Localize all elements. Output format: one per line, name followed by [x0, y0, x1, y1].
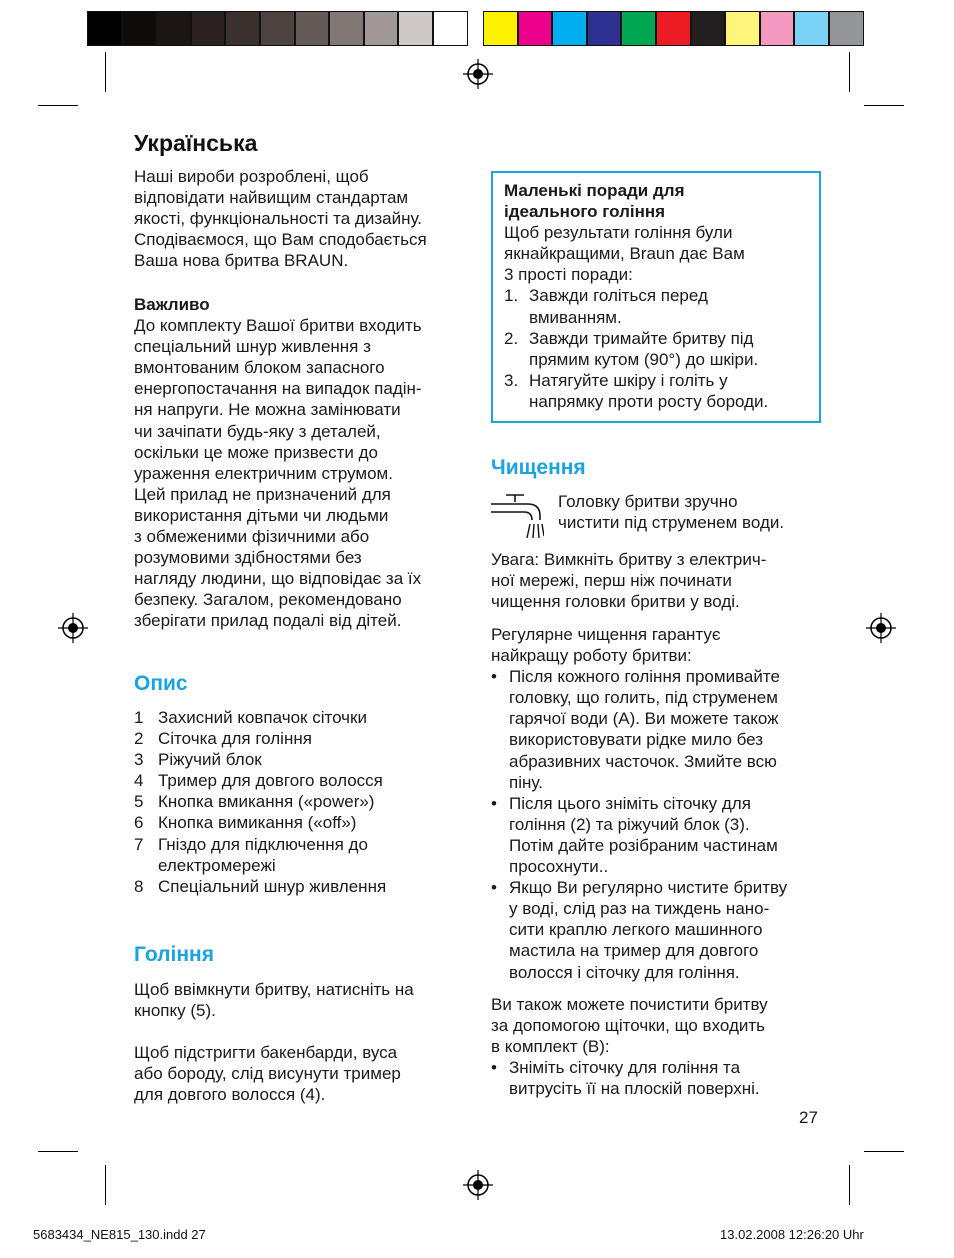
list-number: 4 — [134, 771, 144, 791]
list-number: 6 — [134, 813, 144, 833]
text-line: Наші вироби розроблені, щоб — [134, 167, 369, 186]
text-line: Щоб ввімкнути бритву, натисніть на — [134, 980, 414, 999]
faucet-caption — [558, 491, 823, 533]
parts-list-item — [134, 707, 469, 728]
tips-heading — [504, 180, 809, 222]
text-line: піну. — [509, 772, 543, 792]
cleaning-brush — [491, 994, 826, 1099]
text-line: або бороду, слід висунути тример — [134, 1064, 401, 1084]
text-line: Тример для довгого волосся — [158, 771, 383, 791]
list-text — [158, 749, 262, 770]
list-number: 2 — [134, 729, 144, 749]
color-swatch — [518, 11, 553, 46]
text-line: Захисний ковпачок сіточки — [158, 708, 367, 727]
text-line: Кнопка вимикання («off») — [158, 813, 357, 833]
list-text — [158, 834, 368, 876]
parts-list-item — [134, 749, 469, 770]
crop-mark — [38, 1151, 78, 1152]
bullet-item — [491, 877, 826, 982]
text-line: використовувати рідке мило без — [509, 730, 764, 750]
page-title: Українська — [134, 130, 258, 156]
shaving-paragraph-1 — [134, 979, 469, 1021]
color-swatch — [621, 11, 656, 46]
tips-list — [504, 285, 809, 412]
text-line: електромережі — [158, 855, 276, 875]
crop-mark — [105, 52, 106, 92]
text-line: у воді, слід раз на тиждень нано- — [509, 899, 770, 919]
text-line: прямим кутом (90°) до шкіри. — [529, 349, 759, 369]
color-swatch — [260, 11, 295, 46]
text-line: Регулярне чищення гарантує — [491, 625, 721, 644]
list-number: 3. — [504, 370, 519, 390]
text-line: головку, що голить, під струменем — [509, 688, 778, 708]
text-line: найкращу роботу бритви: — [491, 646, 692, 666]
cleaning-regular — [491, 624, 826, 983]
text-line: витрусіть її на плоскій поверхні. — [509, 1079, 760, 1099]
list-number: 8 — [134, 876, 144, 896]
color-swatch — [122, 11, 157, 46]
color-swatch — [656, 11, 691, 46]
brush-intro — [491, 994, 826, 1057]
text-line: розумовими здібностями без — [134, 548, 362, 568]
text-line: Якщо Ви регулярно чистите бритву — [509, 878, 788, 898]
text-line: чищення головки бритви у воді. — [491, 592, 740, 612]
important-text — [134, 315, 469, 631]
color-swatch — [552, 11, 587, 46]
text-line: До комплекту Вашої бритви входить — [134, 316, 422, 336]
bullet-icon: • — [491, 878, 497, 898]
text-line: вмиванням. — [529, 307, 622, 327]
text-line: Ріжучий блок — [158, 750, 262, 770]
parts-list-item — [134, 812, 469, 833]
bullet-text — [509, 666, 780, 793]
parts-list-item — [134, 834, 469, 876]
footer-timestamp: 13.02.2008 12:26:20 Uhr — [720, 1227, 864, 1242]
parts-list-item — [134, 876, 469, 897]
list-text — [529, 328, 758, 370]
color-swatch — [87, 11, 122, 46]
cleaning-bullets-2 — [491, 1057, 826, 1099]
text-line: якнайкращими, Braun дає Вам — [504, 244, 745, 264]
text-line: в комплект (B): — [491, 1037, 610, 1057]
text-line: якості, функціональності та дизайну. — [134, 209, 422, 229]
color-swatch — [398, 11, 433, 46]
parts-list-item — [134, 770, 469, 791]
text-line: Сіточка для гоління — [158, 729, 312, 749]
shaving-text — [134, 979, 469, 1105]
text-line: Спеціальний шнур живлення — [158, 876, 387, 896]
text-line: Увага: Вимкніть бритву з електрич- — [491, 550, 767, 569]
bullet-text — [509, 793, 778, 877]
list-text — [158, 876, 386, 897]
color-swatch — [587, 11, 622, 46]
text-line: використання дітьми чи людьми — [134, 505, 389, 525]
text-line: Ви також можете почистити бритву — [491, 995, 768, 1014]
description-heading: Опис — [134, 672, 188, 695]
text-line: Після цього зніміть сіточку для — [509, 793, 751, 813]
text-line: абразивних часточок. Змийте всю — [509, 751, 777, 771]
color-swatch — [483, 11, 518, 46]
shaving-paragraph-2 — [134, 1042, 469, 1105]
bullet-item — [491, 793, 826, 877]
footer-filename: 5683434_NE815_130.indd 27 — [33, 1227, 206, 1242]
bullet-icon: • — [491, 793, 497, 813]
text-line: Ваша нова бритва BRAUN. — [134, 251, 349, 271]
color-swatch — [156, 11, 191, 46]
text-line: Цей прилад не призначений для — [134, 484, 391, 504]
color-swatch — [191, 11, 226, 46]
text-line: кнопку (5). — [134, 1001, 216, 1021]
registration-mark-icon — [463, 59, 493, 89]
color-swatch — [225, 11, 260, 46]
parts-list-item — [134, 728, 469, 749]
text-line: безпеку. Загалом, рекомендовано — [134, 590, 402, 610]
process-color-bar — [483, 11, 864, 46]
list-number: 5 — [134, 792, 144, 812]
list-text — [158, 812, 356, 833]
crop-mark — [849, 52, 850, 92]
list-number: 1. — [504, 286, 519, 306]
text-line: зберігати прилад подалі від дітей. — [134, 611, 402, 631]
cleaning-warning — [491, 549, 826, 612]
text-line: оскільки це може призвести до — [134, 442, 378, 462]
tips-list-item — [504, 328, 809, 370]
text-line: Сподіваємося, що Вам сподобається — [134, 230, 427, 250]
faucet-icon — [490, 492, 544, 540]
text-line: ураження електричним струмом. — [134, 463, 393, 483]
list-text — [158, 707, 367, 728]
text-line: просохнути.. — [509, 857, 609, 877]
text-line: Щоб підстригти бакенбарди, вуса — [134, 1043, 398, 1063]
grayscale-color-bar — [87, 11, 468, 46]
color-swatch — [364, 11, 399, 46]
intro-paragraph — [134, 166, 469, 271]
text-line: Завжди тримайте бритву під — [529, 328, 754, 348]
registration-mark-icon — [463, 1170, 493, 1200]
text-line: волосся і сіточку для гоління. — [509, 962, 740, 982]
registration-mark-icon — [866, 613, 896, 643]
tips-box — [491, 171, 821, 423]
text-line: Зніміть сіточку для гоління та — [509, 1058, 741, 1078]
crop-mark — [864, 105, 904, 106]
color-swatch — [725, 11, 760, 46]
crop-mark — [864, 1151, 904, 1152]
parts-list — [134, 707, 469, 897]
parts-list-item — [134, 791, 469, 812]
shaving-heading: Гоління — [134, 943, 214, 966]
text-line: Маленькі поради для — [504, 181, 685, 200]
crop-mark — [38, 105, 78, 106]
text-line: ної мережі, перш ніж починати — [491, 571, 732, 591]
list-number: 3 — [134, 750, 144, 770]
registration-mark-icon — [58, 613, 88, 643]
color-swatch — [295, 11, 330, 46]
text-line: ідеального гоління — [504, 202, 666, 222]
bullet-item — [491, 666, 826, 793]
text-line: за допомогою щіточки, що входить — [491, 1016, 766, 1036]
important-heading: Важливо — [134, 295, 210, 314]
color-swatch — [329, 11, 364, 46]
text-line: 3 прості поради: — [504, 265, 633, 285]
tips-list-item — [504, 370, 809, 412]
color-swatch — [794, 11, 829, 46]
crop-mark — [849, 1165, 850, 1205]
text-line: Головку бритви зручно — [558, 492, 738, 511]
text-line: відповідати найвищим стандартам — [134, 188, 409, 208]
list-number: 2. — [504, 328, 519, 348]
text-line: чистити під струменем води. — [558, 513, 785, 533]
tips-list-item — [504, 285, 809, 327]
text-line: Кнопка вмикання («power») — [158, 792, 375, 812]
bullet-item — [491, 1057, 826, 1099]
important-section — [134, 294, 469, 632]
bullet-icon: • — [491, 667, 497, 687]
list-number: 7 — [134, 834, 144, 854]
text-line: мастила на тример для довгого — [509, 941, 759, 961]
text-line: для довгого волосся (4). — [134, 1085, 326, 1105]
list-number: 1 — [134, 708, 144, 727]
text-line: нагляду людини, що відповідає за їх — [134, 569, 422, 589]
crop-mark — [105, 1165, 106, 1205]
text-line: з обмеженими фізичними або — [134, 527, 370, 547]
list-text — [529, 285, 708, 327]
text-line: Натягуйте шкіру і голіть у — [529, 370, 728, 390]
text-line: Завжди голіться перед — [529, 286, 708, 306]
tips-intro — [504, 222, 809, 285]
text-line: сити краплю легкого машинного — [509, 920, 763, 940]
bullet-text — [509, 1057, 760, 1099]
cleaning-bullets-1 — [491, 666, 826, 982]
text-line: чи зачіпати будь-яку з деталей, — [134, 421, 381, 441]
text-line: ня напруги. Не можна замінювати — [134, 400, 401, 420]
text-line: гоління (2) та ріжучий блок (3). — [509, 814, 750, 834]
text-line: гарячої води (А). Ви можете також — [509, 709, 779, 729]
text-line: напрямку проти росту бороди. — [529, 391, 769, 411]
list-text — [158, 770, 383, 791]
list-text — [158, 791, 374, 812]
page-number: 27 — [799, 1108, 818, 1127]
bullet-icon: • — [491, 1058, 497, 1078]
list-text — [158, 728, 312, 749]
text-line: спеціальний шнур живлення з — [134, 337, 371, 357]
text-line: вмонтованим блоком запасного — [134, 358, 385, 378]
text-line: Після кожного гоління промивайте — [509, 667, 780, 687]
color-swatch — [433, 11, 468, 46]
color-swatch — [760, 11, 795, 46]
text-line: Щоб результати гоління були — [504, 223, 733, 243]
color-swatch — [829, 11, 864, 46]
regular-intro — [491, 624, 826, 666]
text-line: Потім дайте розібраним частинам — [509, 835, 778, 855]
text-line: енергопостачання на випадок падін- — [134, 379, 422, 399]
color-swatch — [691, 11, 726, 46]
text-line: Гніздо для підключення до — [158, 834, 368, 854]
cleaning-heading: Чищення — [491, 456, 586, 479]
list-text — [529, 370, 768, 412]
bullet-text — [509, 877, 787, 982]
